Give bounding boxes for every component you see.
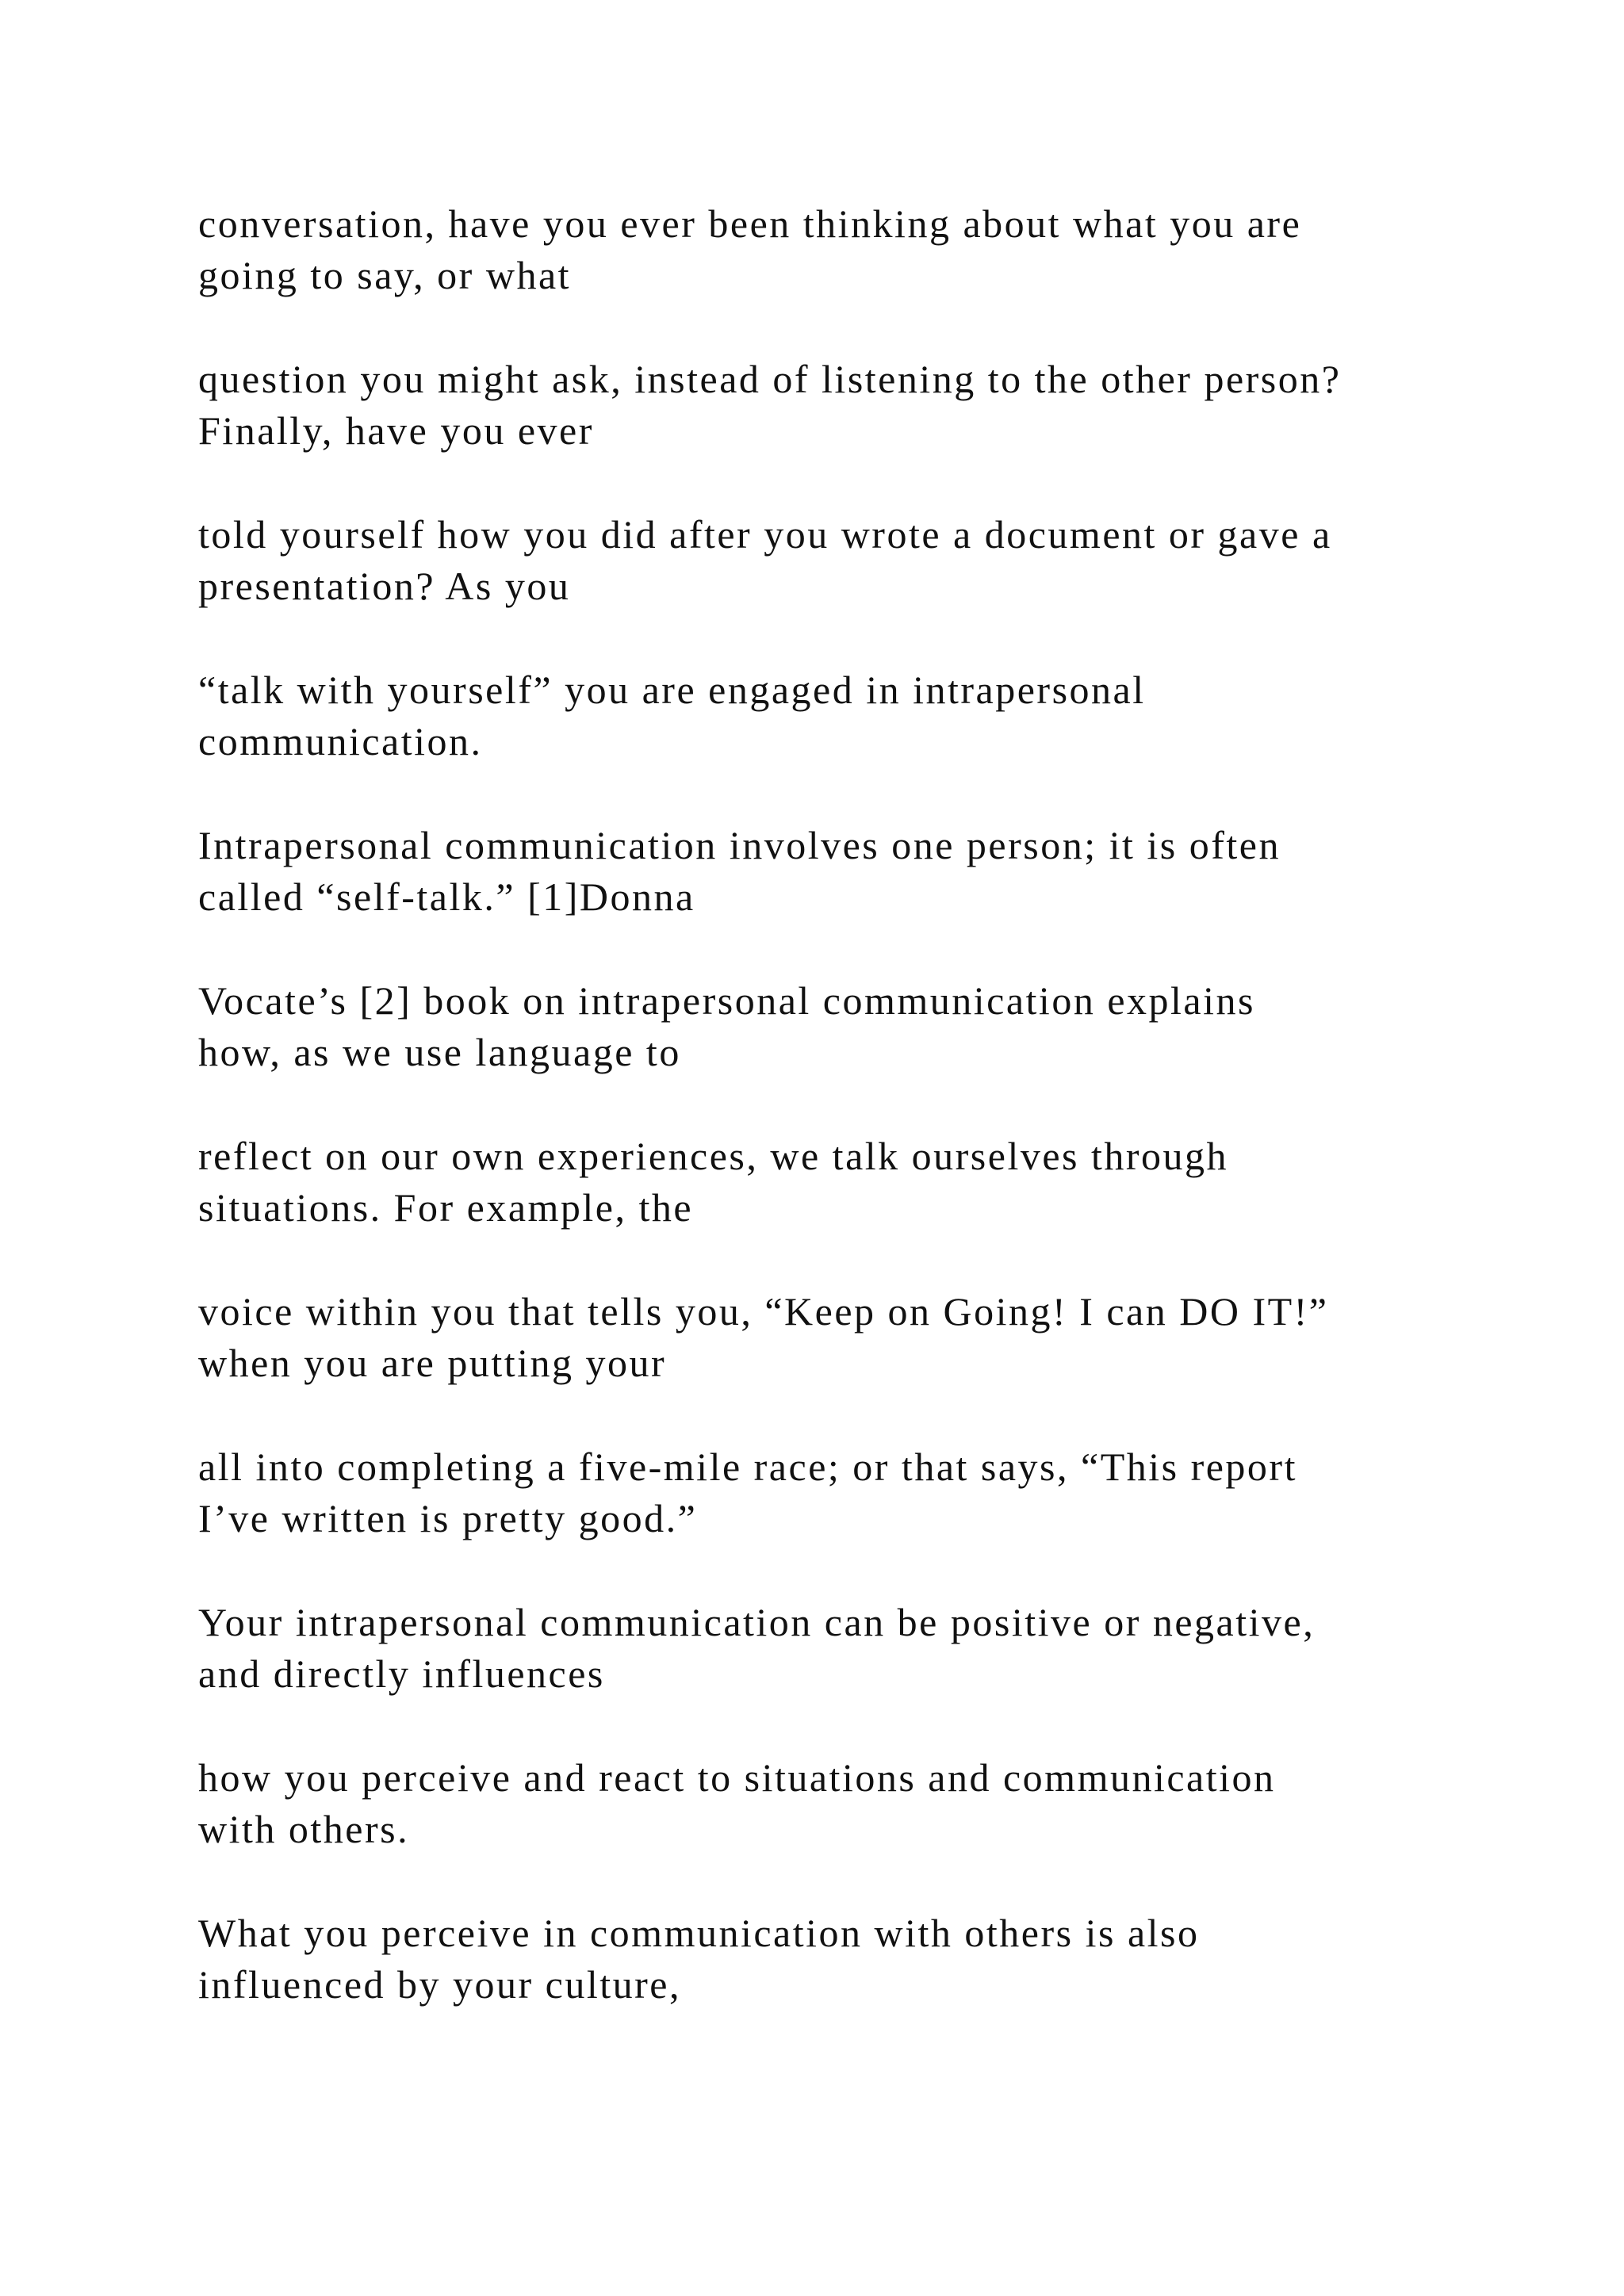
text-line: called “self-talk.” [1]Donna [198,874,695,919]
paragraph-2 [198,354,1499,457]
paragraph-12 [198,1908,1499,2011]
paragraph-8 [198,1286,1499,1389]
text-line: Finally, have you ever [198,408,594,453]
paragraph-4 [198,664,1499,767]
text-line: how, as we use language to [198,1030,681,1074]
text-line: influenced by your culture, [198,1962,681,2007]
paragraph-1 [198,198,1499,301]
text-line: how you perceive and react to situations and communication [198,1755,1276,1800]
text-line: Your intrapersonal communication can be positive or negative, [198,1600,1316,1644]
text-line: communication. [198,719,483,763]
text-line: with others. [198,1807,410,1851]
text-line: reflect on our own experiences, we talk ourselves through [198,1134,1229,1178]
text-line: all into completing a five-mile race; or that says, “This report [198,1445,1297,1489]
paragraph-11 [198,1752,1499,1855]
paragraph-3 [198,509,1499,612]
text-line: Vocate’s [2] book on intrapersonal communication explains [198,978,1255,1023]
paragraph-10 [198,1597,1499,1700]
paragraph-6 [198,975,1499,1078]
text-line: presentation? As you [198,564,571,608]
text-line: going to say, or what [198,253,572,297]
text-line: What you perceive in communication with others is also [198,1911,1200,1955]
text-line: and directly influences [198,1651,605,1696]
document-body [198,198,1499,2063]
paragraph-7 [198,1131,1499,1234]
text-line: conversation, have you ever been thinking about what you are [198,201,1302,246]
text-line: question you might ask, instead of listening to the other person? [198,357,1342,401]
text-line: situations. For example, the [198,1185,694,1230]
paragraph-9 [198,1441,1499,1544]
text-line: “talk with yourself” you are engaged in intrapersonal [198,668,1146,712]
paragraph-5 [198,820,1499,923]
text-line: when you are putting your [198,1341,667,1385]
text-line: Intrapersonal communication involves one person; it is often [198,823,1281,867]
text-line: voice within you that tells you, “Keep on Going! I can DO IT!” [198,1289,1329,1334]
text-line: told yourself how you did after you wrote a document or gave a [198,512,1332,557]
text-line: I’ve written is pretty good.” [198,1496,698,1540]
